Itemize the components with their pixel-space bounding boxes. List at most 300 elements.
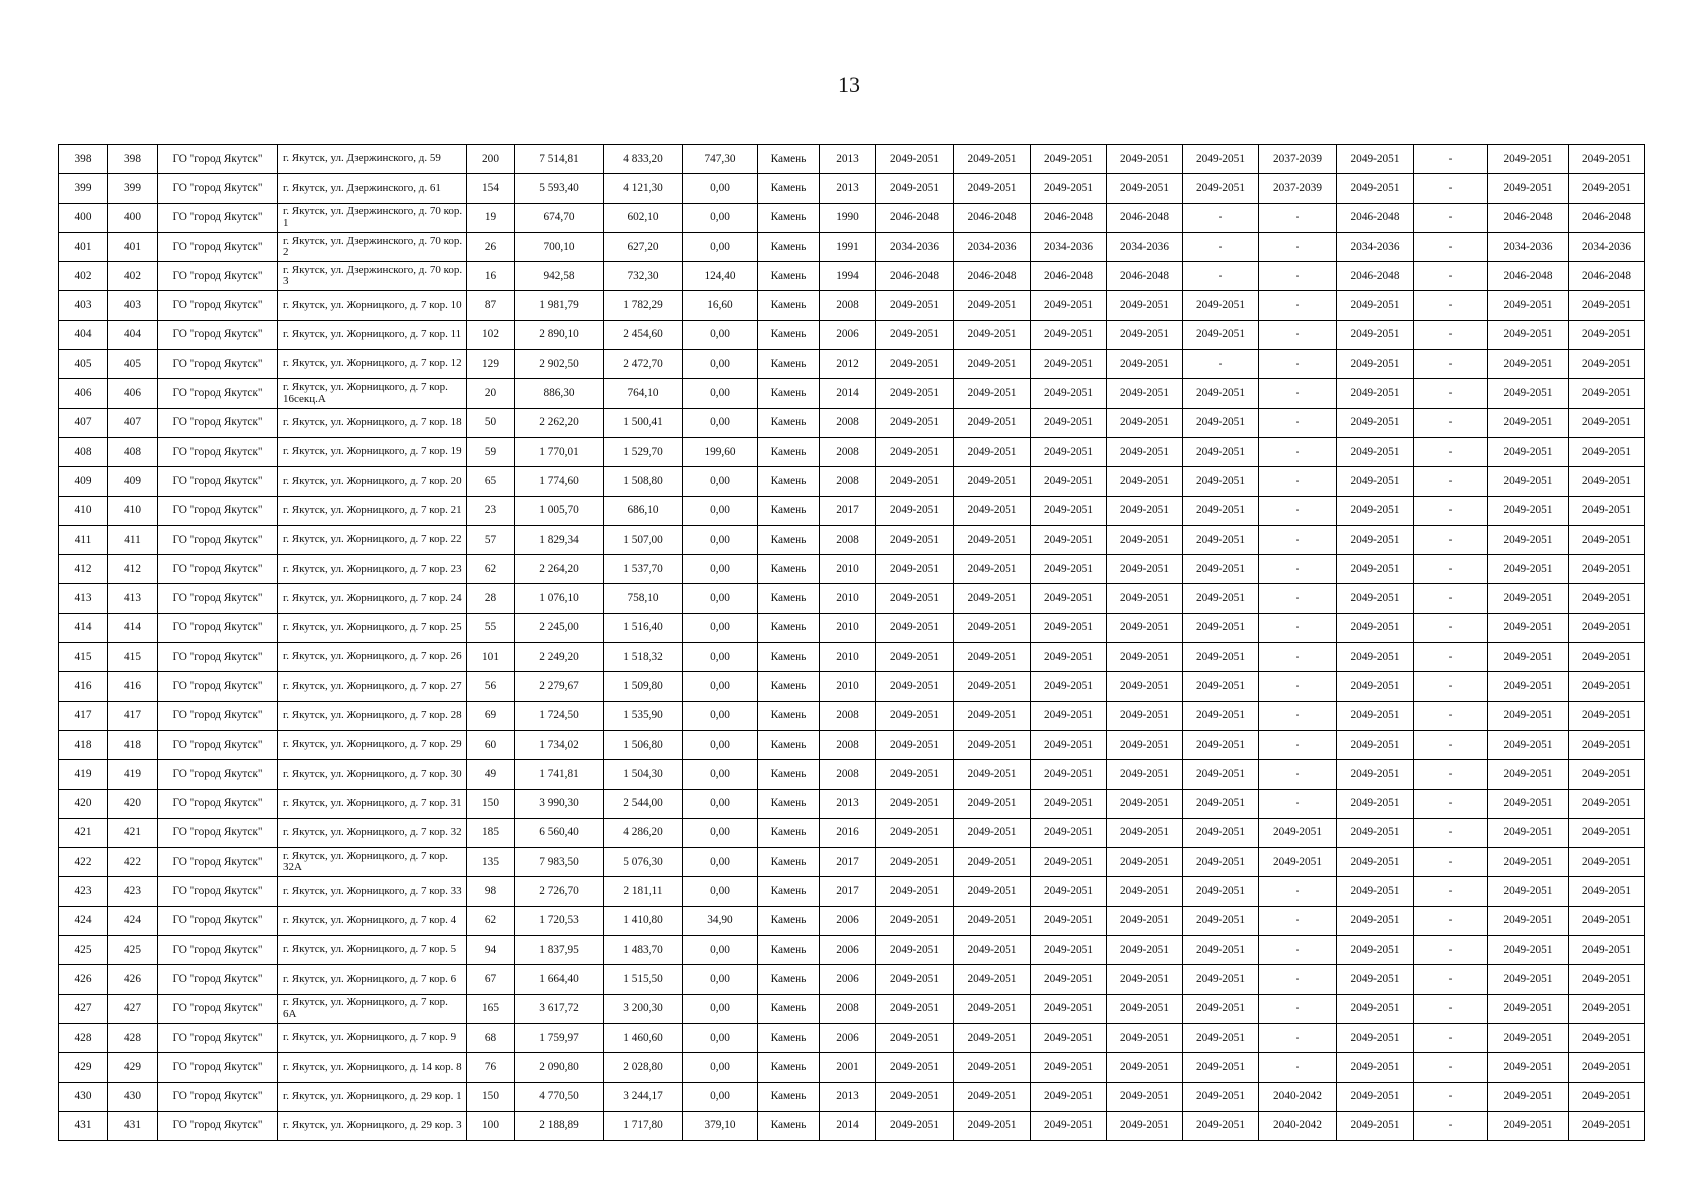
cell-period-basement: 2049-2051 xyxy=(1569,701,1645,730)
cell-municipality: ГО "город Якутск" xyxy=(158,906,278,935)
table-body xyxy=(59,145,1645,1141)
cell-municipality: ГО "город Якутск" xyxy=(158,525,278,554)
cell-non-living-area: 199,60 xyxy=(683,437,758,466)
cell-wall-material: Камень xyxy=(758,379,820,408)
cell-period-gas: - xyxy=(1414,350,1488,379)
cell-period-facade: 2049-2051 xyxy=(954,848,1031,877)
cell-period-elevator: - xyxy=(1259,525,1337,554)
cell-residents: 69 xyxy=(467,701,515,730)
cell-total-area: 1 759,97 xyxy=(515,1023,604,1052)
cell-municipality: ГО "город Якутск" xyxy=(158,1053,278,1082)
cell-residents: 101 xyxy=(467,643,515,672)
cell-address: г. Якутск, ул. Жорницкого, д. 7 кор. 9 xyxy=(278,1023,467,1052)
cell-period-elevator: - xyxy=(1259,320,1337,349)
cell-period-elevator: - xyxy=(1259,408,1337,437)
cell-period-facade: 2049-2051 xyxy=(954,760,1031,789)
cell-period-foundation: 2046-2048 xyxy=(1488,262,1569,291)
cell-house-id: 411 xyxy=(108,525,158,554)
cell-residents: 100 xyxy=(467,1111,515,1140)
cell-living-area: 4 121,30 xyxy=(604,174,683,203)
table-row xyxy=(59,818,1645,847)
cell-period-water: 2049-2051 xyxy=(1107,1053,1183,1082)
cell-non-living-area: 0,00 xyxy=(683,350,758,379)
cell-address: г. Якутск, ул. Дзержинского, д. 70 кор. 1 xyxy=(278,203,467,232)
cell-period-roof: 2049-2051 xyxy=(876,789,954,818)
cell-wall-material: Камень xyxy=(758,730,820,759)
cell-period-sewage: 2049-2051 xyxy=(1183,1023,1259,1052)
cell-period-foundation: 2049-2051 xyxy=(1488,291,1569,320)
cell-period-electricity: 2049-2051 xyxy=(1337,1053,1414,1082)
table-row xyxy=(59,1053,1645,1082)
cell-period-elevator: - xyxy=(1259,906,1337,935)
cell-house-id: 430 xyxy=(108,1082,158,1111)
cell-municipality: ГО "город Якутск" xyxy=(158,320,278,349)
cell-total-area: 1 720,53 xyxy=(515,906,604,935)
cell-period-gas: - xyxy=(1414,379,1488,408)
cell-total-area: 1 076,10 xyxy=(515,584,604,613)
cell-period-basement: 2049-2051 xyxy=(1569,350,1645,379)
cell-period-heating: 2049-2051 xyxy=(1031,174,1107,203)
cell-period-sewage: 2049-2051 xyxy=(1183,643,1259,672)
cell-municipality: ГО "город Якутск" xyxy=(158,1082,278,1111)
table-row xyxy=(59,672,1645,701)
cell-row-number: 430 xyxy=(59,1082,108,1111)
cell-municipality: ГО "город Якутск" xyxy=(158,613,278,642)
cell-total-area: 7 514,81 xyxy=(515,145,604,174)
cell-period-heating: 2049-2051 xyxy=(1031,1082,1107,1111)
cell-year-built: 2008 xyxy=(820,701,876,730)
cell-municipality: ГО "город Якутск" xyxy=(158,437,278,466)
cell-period-water: 2049-2051 xyxy=(1107,936,1183,965)
cell-row-number: 418 xyxy=(59,730,108,759)
cell-non-living-area: 0,00 xyxy=(683,936,758,965)
cell-non-living-area: 0,00 xyxy=(683,965,758,994)
cell-period-water: 2049-2051 xyxy=(1107,730,1183,759)
cell-residents: 129 xyxy=(467,350,515,379)
table-row xyxy=(59,760,1645,789)
cell-period-facade: 2046-2048 xyxy=(954,203,1031,232)
cell-period-sewage: 2049-2051 xyxy=(1183,789,1259,818)
cell-municipality: ГО "город Якутск" xyxy=(158,730,278,759)
cell-period-foundation: 2049-2051 xyxy=(1488,467,1569,496)
cell-living-area: 1 460,60 xyxy=(604,1023,683,1052)
cell-living-area: 3 244,17 xyxy=(604,1082,683,1111)
cell-period-water: 2049-2051 xyxy=(1107,818,1183,847)
cell-residents: 19 xyxy=(467,203,515,232)
cell-wall-material: Камень xyxy=(758,994,820,1023)
cell-period-gas: - xyxy=(1414,672,1488,701)
cell-residents: 185 xyxy=(467,818,515,847)
cell-wall-material: Камень xyxy=(758,350,820,379)
cell-house-id: 405 xyxy=(108,350,158,379)
cell-row-number: 410 xyxy=(59,496,108,525)
cell-period-heating: 2049-2051 xyxy=(1031,877,1107,906)
cell-living-area: 2 454,60 xyxy=(604,320,683,349)
cell-wall-material: Камень xyxy=(758,437,820,466)
cell-period-roof: 2049-2051 xyxy=(876,1082,954,1111)
cell-period-gas: - xyxy=(1414,145,1488,174)
cell-period-sewage: 2049-2051 xyxy=(1183,965,1259,994)
cell-total-area: 942,58 xyxy=(515,262,604,291)
cell-period-foundation: 2049-2051 xyxy=(1488,965,1569,994)
cell-period-gas: - xyxy=(1414,584,1488,613)
cell-period-elevator: - xyxy=(1259,1053,1337,1082)
cell-period-sewage: 2049-2051 xyxy=(1183,936,1259,965)
cell-municipality: ГО "город Якутск" xyxy=(158,174,278,203)
cell-row-number: 413 xyxy=(59,584,108,613)
cell-residents: 98 xyxy=(467,877,515,906)
cell-period-electricity: 2046-2048 xyxy=(1337,203,1414,232)
cell-period-sewage: 2049-2051 xyxy=(1183,730,1259,759)
housing-registry-table xyxy=(58,144,1645,1141)
cell-period-heating: 2046-2048 xyxy=(1031,262,1107,291)
cell-year-built: 2006 xyxy=(820,1023,876,1052)
cell-period-foundation: 2034-2036 xyxy=(1488,232,1569,261)
cell-period-roof: 2049-2051 xyxy=(876,350,954,379)
table-row xyxy=(59,965,1645,994)
cell-row-number: 421 xyxy=(59,818,108,847)
cell-row-number: 402 xyxy=(59,262,108,291)
cell-period-electricity: 2049-2051 xyxy=(1337,437,1414,466)
cell-period-water: 2049-2051 xyxy=(1107,848,1183,877)
cell-period-foundation: 2049-2051 xyxy=(1488,1023,1569,1052)
cell-address: г. Якутск, ул. Дзержинского, д. 61 xyxy=(278,174,467,203)
cell-non-living-area: 0,00 xyxy=(683,877,758,906)
cell-period-roof: 2049-2051 xyxy=(876,760,954,789)
table-row xyxy=(59,145,1645,174)
cell-residents: 68 xyxy=(467,1023,515,1052)
cell-period-gas: - xyxy=(1414,730,1488,759)
cell-period-water: 2049-2051 xyxy=(1107,496,1183,525)
cell-living-area: 2 544,00 xyxy=(604,789,683,818)
cell-address: г. Якутск, ул. Жорницкого, д. 7 кор. 25 xyxy=(278,613,467,642)
cell-period-heating: 2049-2051 xyxy=(1031,145,1107,174)
cell-living-area: 1 537,70 xyxy=(604,555,683,584)
cell-period-sewage: 2049-2051 xyxy=(1183,818,1259,847)
cell-living-area: 3 200,30 xyxy=(604,994,683,1023)
cell-residents: 55 xyxy=(467,613,515,642)
cell-period-basement: 2049-2051 xyxy=(1569,936,1645,965)
cell-residents: 150 xyxy=(467,1082,515,1111)
cell-period-elevator: 2049-2051 xyxy=(1259,848,1337,877)
cell-period-roof: 2049-2051 xyxy=(876,525,954,554)
cell-period-electricity: 2049-2051 xyxy=(1337,467,1414,496)
cell-non-living-area: 0,00 xyxy=(683,760,758,789)
table-row xyxy=(59,496,1645,525)
cell-period-water: 2049-2051 xyxy=(1107,408,1183,437)
cell-period-sewage: 2049-2051 xyxy=(1183,760,1259,789)
cell-living-area: 1 509,80 xyxy=(604,672,683,701)
cell-period-roof: 2049-2051 xyxy=(876,877,954,906)
cell-non-living-area: 0,00 xyxy=(683,232,758,261)
cell-period-electricity: 2049-2051 xyxy=(1337,730,1414,759)
cell-municipality: ГО "город Якутск" xyxy=(158,145,278,174)
cell-period-water: 2049-2051 xyxy=(1107,1111,1183,1140)
cell-residents: 102 xyxy=(467,320,515,349)
cell-year-built: 2008 xyxy=(820,291,876,320)
cell-period-roof: 2049-2051 xyxy=(876,730,954,759)
cell-non-living-area: 0,00 xyxy=(683,379,758,408)
cell-living-area: 2 181,11 xyxy=(604,877,683,906)
cell-period-sewage: 2049-2051 xyxy=(1183,994,1259,1023)
cell-period-water: 2049-2051 xyxy=(1107,877,1183,906)
page-number: 13 xyxy=(838,72,860,97)
cell-period-heating: 2049-2051 xyxy=(1031,1023,1107,1052)
cell-period-roof: 2049-2051 xyxy=(876,965,954,994)
cell-house-id: 427 xyxy=(108,994,158,1023)
cell-period-sewage: 2049-2051 xyxy=(1183,145,1259,174)
cell-period-elevator: - xyxy=(1259,496,1337,525)
cell-house-id: 421 xyxy=(108,818,158,847)
cell-row-number: 425 xyxy=(59,936,108,965)
cell-living-area: 1 500,41 xyxy=(604,408,683,437)
cell-year-built: 2010 xyxy=(820,643,876,672)
cell-period-sewage: - xyxy=(1183,350,1259,379)
cell-period-water: 2049-2051 xyxy=(1107,174,1183,203)
cell-period-elevator: - xyxy=(1259,936,1337,965)
cell-total-area: 2 188,89 xyxy=(515,1111,604,1140)
cell-period-elevator: - xyxy=(1259,467,1337,496)
cell-period-water: 2049-2051 xyxy=(1107,379,1183,408)
cell-year-built: 2010 xyxy=(820,672,876,701)
cell-period-electricity: 2049-2051 xyxy=(1337,701,1414,730)
cell-period-gas: - xyxy=(1414,1111,1488,1140)
cell-period-sewage: 2049-2051 xyxy=(1183,701,1259,730)
cell-address: г. Якутск, ул. Жорницкого, д. 7 кор. 32 xyxy=(278,818,467,847)
cell-total-area: 3 617,72 xyxy=(515,994,604,1023)
cell-period-basement: 2049-2051 xyxy=(1569,437,1645,466)
cell-period-foundation: 2049-2051 xyxy=(1488,379,1569,408)
table-row xyxy=(59,262,1645,291)
cell-period-basement: 2049-2051 xyxy=(1569,291,1645,320)
cell-period-foundation: 2049-2051 xyxy=(1488,936,1569,965)
table-row xyxy=(59,701,1645,730)
cell-year-built: 1991 xyxy=(820,232,876,261)
cell-total-area: 2 902,50 xyxy=(515,350,604,379)
cell-period-facade: 2049-2051 xyxy=(954,467,1031,496)
cell-wall-material: Камень xyxy=(758,320,820,349)
cell-municipality: ГО "город Якутск" xyxy=(158,701,278,730)
cell-period-facade: 2049-2051 xyxy=(954,408,1031,437)
cell-wall-material: Камень xyxy=(758,555,820,584)
cell-living-area: 1 507,00 xyxy=(604,525,683,554)
cell-house-id: 419 xyxy=(108,760,158,789)
cell-period-facade: 2049-2051 xyxy=(954,672,1031,701)
cell-non-living-area: 0,00 xyxy=(683,408,758,437)
table-row xyxy=(59,1082,1645,1111)
cell-period-elevator: - xyxy=(1259,437,1337,466)
cell-house-id: 418 xyxy=(108,730,158,759)
cell-year-built: 2006 xyxy=(820,936,876,965)
cell-total-area: 2 090,80 xyxy=(515,1053,604,1082)
cell-period-facade: 2049-2051 xyxy=(954,906,1031,935)
cell-period-water: 2049-2051 xyxy=(1107,672,1183,701)
cell-period-roof: 2049-2051 xyxy=(876,291,954,320)
cell-period-roof: 2046-2048 xyxy=(876,203,954,232)
table-row xyxy=(59,1111,1645,1140)
cell-wall-material: Камень xyxy=(758,818,820,847)
cell-period-gas: - xyxy=(1414,789,1488,818)
cell-residents: 59 xyxy=(467,437,515,466)
cell-row-number: 400 xyxy=(59,203,108,232)
cell-period-water: 2049-2051 xyxy=(1107,1023,1183,1052)
cell-year-built: 2010 xyxy=(820,613,876,642)
cell-row-number: 414 xyxy=(59,613,108,642)
cell-row-number: 407 xyxy=(59,408,108,437)
cell-period-elevator: - xyxy=(1259,760,1337,789)
cell-period-sewage: - xyxy=(1183,203,1259,232)
cell-wall-material: Камень xyxy=(758,877,820,906)
cell-period-basement: 2049-2051 xyxy=(1569,1111,1645,1140)
cell-period-gas: - xyxy=(1414,496,1488,525)
cell-house-id: 412 xyxy=(108,555,158,584)
cell-municipality: ГО "город Якутск" xyxy=(158,584,278,613)
cell-period-electricity: 2049-2051 xyxy=(1337,1111,1414,1140)
cell-period-sewage: 2049-2051 xyxy=(1183,379,1259,408)
cell-period-elevator: - xyxy=(1259,555,1337,584)
cell-period-water: 2049-2051 xyxy=(1107,760,1183,789)
cell-period-foundation: 2049-2051 xyxy=(1488,877,1569,906)
cell-period-foundation: 2049-2051 xyxy=(1488,760,1569,789)
cell-address: г. Якутск, ул. Жорницкого, д. 7 кор. 21 xyxy=(278,496,467,525)
cell-period-electricity: 2049-2051 xyxy=(1337,818,1414,847)
cell-period-water: 2049-2051 xyxy=(1107,789,1183,818)
cell-period-gas: - xyxy=(1414,262,1488,291)
cell-period-sewage: - xyxy=(1183,232,1259,261)
cell-address: г. Якутск, ул. Жорницкого, д. 29 кор. 3 xyxy=(278,1111,467,1140)
cell-period-heating: 2049-2051 xyxy=(1031,936,1107,965)
cell-period-water: 2049-2051 xyxy=(1107,437,1183,466)
cell-period-electricity: 2049-2051 xyxy=(1337,1082,1414,1111)
cell-residents: 200 xyxy=(467,145,515,174)
cell-period-facade: 2049-2051 xyxy=(954,1053,1031,1082)
cell-period-basement: 2049-2051 xyxy=(1569,1082,1645,1111)
cell-address: г. Якутск, ул. Жорницкого, д. 7 кор. 26 xyxy=(278,643,467,672)
cell-period-facade: 2049-2051 xyxy=(954,145,1031,174)
cell-house-id: 409 xyxy=(108,467,158,496)
cell-period-electricity: 2049-2051 xyxy=(1337,906,1414,935)
cell-address: г. Якутск, ул. Жорницкого, д. 7 кор. 4 xyxy=(278,906,467,935)
cell-year-built: 2013 xyxy=(820,789,876,818)
cell-living-area: 1 506,80 xyxy=(604,730,683,759)
cell-living-area: 764,10 xyxy=(604,379,683,408)
cell-period-gas: - xyxy=(1414,320,1488,349)
cell-period-water: 2046-2048 xyxy=(1107,262,1183,291)
cell-row-number: 417 xyxy=(59,701,108,730)
cell-period-basement: 2049-2051 xyxy=(1569,789,1645,818)
cell-period-elevator: - xyxy=(1259,232,1337,261)
cell-period-facade: 2049-2051 xyxy=(954,613,1031,642)
cell-house-id: 407 xyxy=(108,408,158,437)
cell-house-id: 416 xyxy=(108,672,158,701)
cell-residents: 154 xyxy=(467,174,515,203)
cell-address: г. Якутск, ул. Жорницкого, д. 7 кор. 23 xyxy=(278,555,467,584)
cell-house-id: 431 xyxy=(108,1111,158,1140)
cell-period-heating: 2034-2036 xyxy=(1031,232,1107,261)
cell-period-foundation: 2049-2051 xyxy=(1488,350,1569,379)
cell-row-number: 426 xyxy=(59,965,108,994)
cell-residents: 65 xyxy=(467,467,515,496)
cell-period-electricity: 2049-2051 xyxy=(1337,643,1414,672)
cell-house-id: 403 xyxy=(108,291,158,320)
cell-period-water: 2049-2051 xyxy=(1107,350,1183,379)
cell-year-built: 1990 xyxy=(820,203,876,232)
cell-municipality: ГО "город Якутск" xyxy=(158,350,278,379)
cell-row-number: 415 xyxy=(59,643,108,672)
cell-non-living-area: 0,00 xyxy=(683,1023,758,1052)
cell-period-roof: 2049-2051 xyxy=(876,174,954,203)
cell-total-area: 2 262,20 xyxy=(515,408,604,437)
cell-period-electricity: 2049-2051 xyxy=(1337,760,1414,789)
cell-period-foundation: 2049-2051 xyxy=(1488,789,1569,818)
cell-period-roof: 2049-2051 xyxy=(876,1023,954,1052)
cell-period-foundation: 2049-2051 xyxy=(1488,730,1569,759)
cell-address: г. Якутск, ул. Жорницкого, д. 7 кор. 11 xyxy=(278,320,467,349)
cell-period-foundation: 2049-2051 xyxy=(1488,994,1569,1023)
cell-house-id: 400 xyxy=(108,203,158,232)
cell-total-area: 1 005,70 xyxy=(515,496,604,525)
cell-address: г. Якутск, ул. Жорницкого, д. 7 кор. 22 xyxy=(278,525,467,554)
cell-period-elevator: - xyxy=(1259,789,1337,818)
cell-period-roof: 2049-2051 xyxy=(876,1053,954,1082)
cell-period-gas: - xyxy=(1414,174,1488,203)
cell-house-id: 410 xyxy=(108,496,158,525)
cell-period-heating: 2049-2051 xyxy=(1031,350,1107,379)
cell-living-area: 1 717,80 xyxy=(604,1111,683,1140)
cell-wall-material: Камень xyxy=(758,408,820,437)
cell-address: г. Якутск, ул. Жорницкого, д. 14 кор. 8 xyxy=(278,1053,467,1082)
cell-year-built: 1994 xyxy=(820,262,876,291)
cell-period-water: 2049-2051 xyxy=(1107,467,1183,496)
cell-period-electricity: 2049-2051 xyxy=(1337,408,1414,437)
table-row xyxy=(59,379,1645,408)
cell-period-heating: 2049-2051 xyxy=(1031,643,1107,672)
cell-period-facade: 2049-2051 xyxy=(954,936,1031,965)
cell-house-id: 423 xyxy=(108,877,158,906)
cell-period-basement: 2049-2051 xyxy=(1569,145,1645,174)
cell-period-electricity: 2049-2051 xyxy=(1337,936,1414,965)
cell-period-roof: 2049-2051 xyxy=(876,379,954,408)
cell-period-gas: - xyxy=(1414,643,1488,672)
cell-year-built: 2017 xyxy=(820,848,876,877)
cell-period-foundation: 2049-2051 xyxy=(1488,1111,1569,1140)
cell-period-sewage: 2049-2051 xyxy=(1183,848,1259,877)
cell-municipality: ГО "город Якутск" xyxy=(158,379,278,408)
cell-residents: 50 xyxy=(467,408,515,437)
cell-period-gas: - xyxy=(1414,291,1488,320)
cell-address: г. Якутск, ул. Жорницкого, д. 7 кор. 20 xyxy=(278,467,467,496)
cell-municipality: ГО "город Якутск" xyxy=(158,232,278,261)
cell-address: г. Якутск, ул. Жорницкого, д. 7 кор. 19 xyxy=(278,437,467,466)
cell-period-foundation: 2049-2051 xyxy=(1488,643,1569,672)
cell-living-area: 1 782,29 xyxy=(604,291,683,320)
cell-period-electricity: 2046-2048 xyxy=(1337,262,1414,291)
cell-period-basement: 2034-2036 xyxy=(1569,232,1645,261)
cell-non-living-area: 0,00 xyxy=(683,496,758,525)
cell-period-facade: 2049-2051 xyxy=(954,174,1031,203)
table-row xyxy=(59,1023,1645,1052)
cell-municipality: ГО "город Якутск" xyxy=(158,818,278,847)
cell-non-living-area: 0,00 xyxy=(683,584,758,613)
cell-total-area: 1 741,81 xyxy=(515,760,604,789)
cell-living-area: 1 529,70 xyxy=(604,437,683,466)
table-row xyxy=(59,320,1645,349)
cell-total-area: 886,30 xyxy=(515,379,604,408)
cell-municipality: ГО "город Якутск" xyxy=(158,1111,278,1140)
cell-period-foundation: 2049-2051 xyxy=(1488,437,1569,466)
cell-year-built: 2008 xyxy=(820,437,876,466)
cell-year-built: 2017 xyxy=(820,496,876,525)
